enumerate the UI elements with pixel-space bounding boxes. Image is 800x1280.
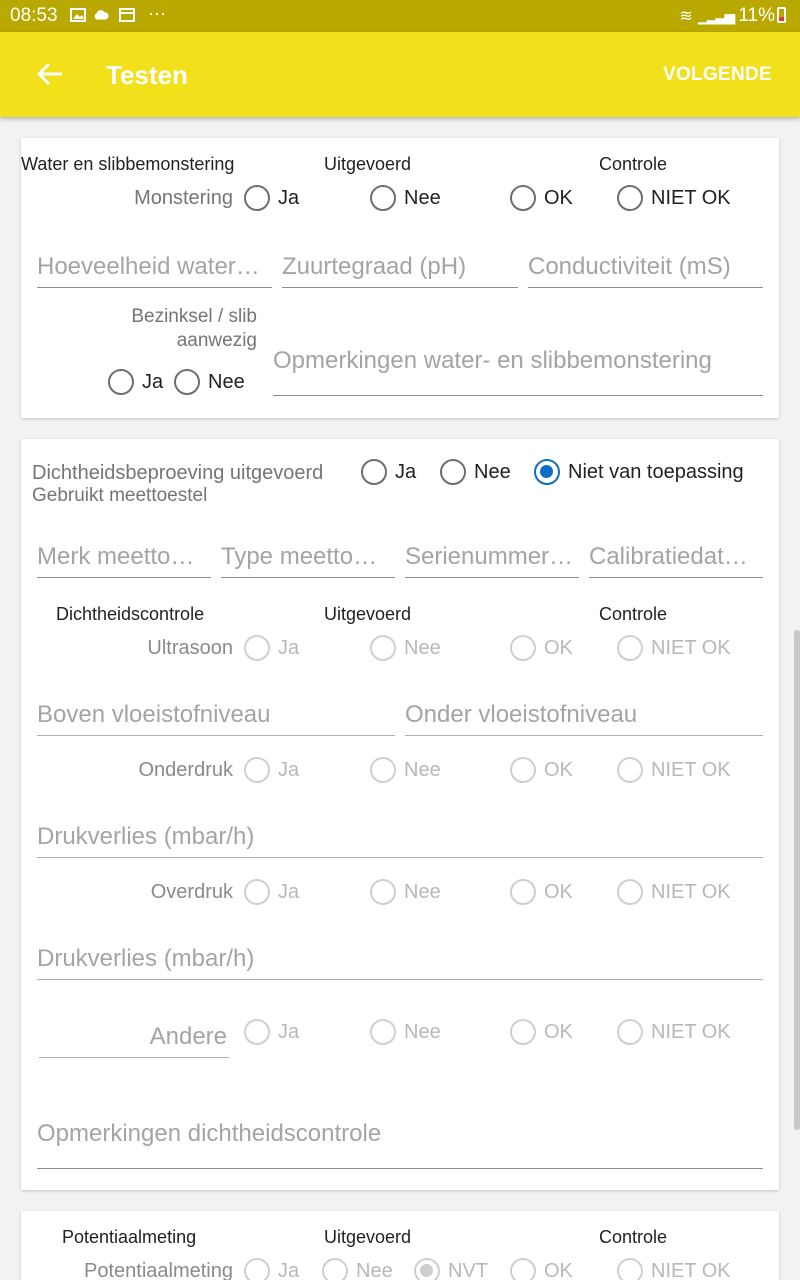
opmerkingen-dichtheid-input[interactable]: Opmerkingen dichtheidscontrole [37,1109,763,1169]
col-uitgevoerd: Uitgevoerd [324,154,412,174]
battery-percent: 11% [738,5,775,26]
monstering-niet-ok-radio[interactable]: NIET OK [617,183,731,213]
dichtheid-card [21,439,779,1190]
water-section-title: Water en slibbemonstering [21,154,235,174]
overdruk-niet-ok-radio[interactable]: NIET OK [617,877,731,907]
monstering-ja-radio[interactable]: Ja [244,183,299,213]
onderdruk-ok-radio[interactable]: OK [510,755,573,785]
potentiaal-card [21,1211,779,1280]
overdruk-nee-radio[interactable]: Nee [370,877,441,907]
ultrasoon-ok-radio[interactable]: OK [510,633,573,663]
scrollbar[interactable] [794,630,800,1130]
calendar-icon [119,8,135,22]
signal-icon: ▁▂▃▅ [698,8,734,24]
potentiaal-ok-radio[interactable]: OK [510,1256,573,1280]
battery-icon [777,7,786,23]
dichtheidsbeproeving-label: Dichtheidsbeproeving uitgevoerd [32,462,324,484]
boven-vloeistofniveau-input[interactable]: Boven vloeistofniveau [37,692,395,736]
potentiaal-nvt-radio[interactable]: NVT [414,1256,488,1280]
calibratiedatum-input[interactable]: Calibratiedat… [589,534,763,578]
potentiaalmeting-label: Potentiaalmeting [84,1260,233,1280]
overdruk-ja-radio[interactable]: Ja [244,877,299,907]
beproeving-nvt-radio[interactable]: Niet van toepassing [534,457,744,487]
app-bar [0,32,800,117]
onderdruk-label: Onderdruk [138,759,233,781]
monstering-ok-radio[interactable]: OK [510,183,573,213]
bezinksel-nee-radio[interactable]: Nee [174,367,245,397]
dichtheidscontrole-title: Dichtheidscontrole [56,604,205,624]
bezinksel-ja-radio[interactable]: Ja [108,367,163,397]
overdruk-ok-radio[interactable]: OK [510,877,573,907]
ultrasoon-ja-radio[interactable]: Ja [244,633,299,663]
meettoestel-label: Gebruikt meettoestel [32,485,208,506]
status-bar [0,0,800,32]
col-controle: Controle [599,154,668,174]
water-sampling-card [21,138,779,418]
onder-vloeistofniveau-input[interactable]: Onder vloeistofniveau [405,692,763,736]
monstering-nee-radio[interactable]: Nee [370,183,441,213]
conductiviteit-input[interactable]: Conductiviteit (mS) [528,244,763,288]
potentiaal-niet-ok-radio[interactable]: NIET OK [617,1256,731,1280]
wifi-icon: ≋ [679,8,693,25]
onderdruk-ja-radio[interactable]: Ja [244,755,299,785]
gallery-icon [70,8,86,22]
col-uitgevoerd-3: Uitgevoerd [324,1227,412,1247]
cloud-icon [93,8,109,22]
andere-ja-radio[interactable]: Ja [244,1017,299,1047]
page-title: Testen [106,60,188,90]
beproeving-ja-radio[interactable]: Ja [361,457,416,487]
zuurtegraad-input[interactable]: Zuurtegraad (pH) [282,244,518,288]
onderdruk-niet-ok-radio[interactable]: NIET OK [617,755,731,785]
andere-input[interactable]: Andere [39,1014,229,1058]
onderdruk-nee-radio[interactable]: Nee [370,755,441,785]
next-button[interactable]: VOLGENDE [662,64,772,85]
ultrasoon-label: Ultrasoon [147,637,233,659]
serienummer-input[interactable]: Serienummer… [405,534,579,578]
andere-ok-radio[interactable]: OK [510,1017,573,1047]
more-notifications-icon: ··· [148,3,166,23]
bezinksel-label-2: aanwezig [176,330,257,351]
beproeving-nee-radio[interactable]: Nee [440,457,511,487]
drukverlies-overdruk-input[interactable]: Drukverlies (mbar/h) [37,936,763,980]
potentiaal-nee-radio[interactable]: Nee [322,1256,393,1280]
status-time: 08:53 [10,5,58,26]
col-controle-2: Controle [599,604,668,624]
potentiaal-ja-radio[interactable]: Ja [244,1256,299,1280]
back-arrow-icon[interactable] [36,60,64,88]
potentiaal-section-title: Potentiaalmeting [62,1227,197,1247]
andere-niet-ok-radio[interactable]: NIET OK [617,1017,731,1047]
opmerkingen-water-input[interactable]: Opmerkingen water- en slibbemonstering [273,334,763,396]
overdruk-label: Overdruk [150,881,233,903]
andere-nee-radio[interactable]: Nee [370,1017,441,1047]
hoeveelheid-water-input[interactable]: Hoeveelheid water… [37,244,272,288]
ultrasoon-niet-ok-radio[interactable]: NIET OK [617,633,731,663]
col-uitgevoerd-2: Uitgevoerd [324,604,412,624]
monstering-label: Monstering [134,187,233,209]
status-right [679,5,786,27]
ultrasoon-nee-radio[interactable]: Nee [370,633,441,663]
col-controle-3: Controle [599,1227,668,1247]
merk-meettoestel-input[interactable]: Merk meetto… [37,534,211,578]
type-meettoestel-input[interactable]: Type meetto… [221,534,395,578]
bezinksel-label: Bezinksel / slib [131,306,257,327]
drukverlies-onderdruk-input[interactable]: Drukverlies (mbar/h) [37,814,763,858]
